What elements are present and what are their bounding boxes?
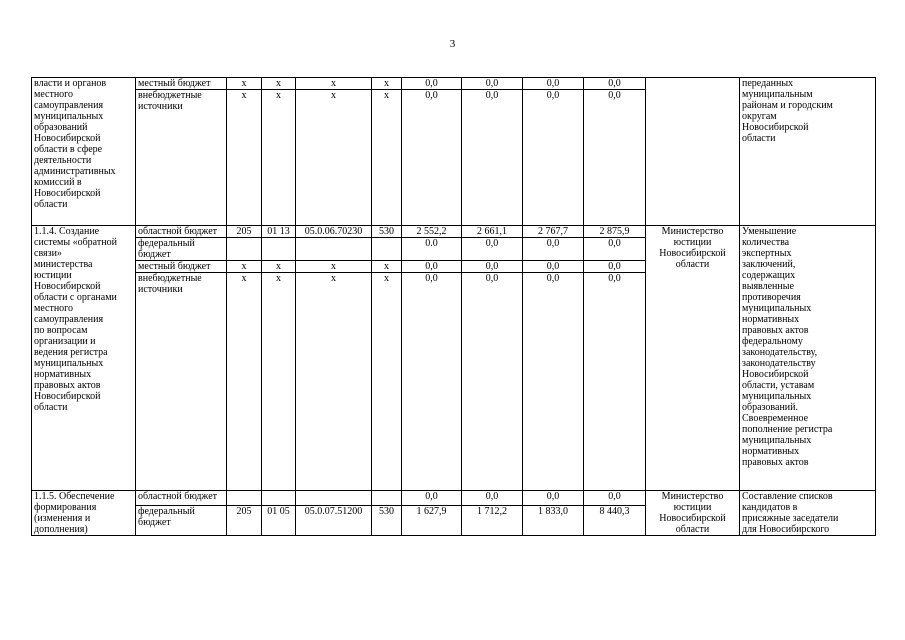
year4-value: 2 875,9 (584, 226, 646, 238)
ministry-name (648, 226, 737, 270)
activity-label (34, 226, 133, 413)
expected-result-cell (740, 78, 876, 226)
text-line: муниципальных (34, 111, 104, 122)
text-line: правовых актов (742, 325, 809, 336)
text-line: Новосибирской (34, 133, 101, 144)
text-line: области (34, 402, 68, 413)
text-line: связи» (34, 248, 62, 259)
expected-result-cell (740, 226, 876, 491)
funding-source: местный бюджет (136, 261, 227, 273)
text-line: Новосибирской (34, 188, 101, 199)
table-row (32, 78, 876, 90)
text-line: ведения регистра (34, 347, 108, 358)
text-line: противоречия (742, 292, 801, 303)
text-line: деятельности (34, 155, 92, 166)
table-row (32, 491, 876, 506)
year1-value: 0,0 (402, 273, 462, 491)
text-line: дополнения) (34, 524, 88, 535)
text-line: системы «обратной (34, 237, 117, 248)
text-line: нормативных (34, 369, 92, 380)
year2-value: 0,0 (462, 238, 523, 261)
vr-cell: 530 (372, 226, 402, 238)
funding-source: внебюджетные источники (136, 273, 227, 491)
text-line: Своевременное (742, 413, 809, 424)
grbs-cell: x (227, 78, 262, 90)
text-line: области, уставам (742, 380, 815, 391)
page-number: 3 (449, 38, 456, 50)
expected-result (742, 226, 873, 468)
year2-value: 0,0 (462, 273, 523, 491)
text-line: юстиции (673, 502, 712, 513)
year3-value: 0,0 (523, 261, 584, 273)
year3-value: 0,0 (523, 90, 584, 226)
vr-cell: 530 (372, 506, 402, 536)
activity-label (34, 491, 133, 535)
text-line: самоуправления (34, 100, 104, 111)
year2-value: 0,0 (462, 90, 523, 226)
table-row (32, 226, 876, 238)
expected-result (742, 491, 873, 535)
activity-label-cell (32, 491, 136, 536)
vr-cell: x (372, 261, 402, 273)
text-line: присяжные заседатели (742, 513, 839, 524)
funding-source: областной бюджет (136, 226, 227, 238)
year4-value: 0,0 (584, 238, 646, 261)
ministry-cell (646, 491, 740, 536)
grbs-cell: x (227, 90, 262, 226)
text-line: местного (34, 303, 74, 314)
text-line: муниципальным (742, 89, 813, 100)
year4-value: 0,0 (584, 261, 646, 273)
csr-cell: x (296, 78, 372, 90)
csr-cell: 05.0.06.70230 (296, 226, 372, 238)
year2-value: 0,0 (462, 78, 523, 90)
text-line: для Новосибирского (742, 524, 830, 535)
csr-cell: x (296, 261, 372, 273)
csr-cell: 05.0.07.51200 (296, 506, 372, 536)
rzpr-cell: x (262, 273, 296, 491)
text-line: правовых актов (34, 380, 101, 391)
text-line: (изменения и (34, 513, 91, 524)
rzpr-cell: x (262, 78, 296, 90)
vr-cell (372, 491, 402, 506)
text-line: министерства (34, 259, 93, 270)
year4-value: 0,0 (584, 491, 646, 506)
text-line: муниципальных (742, 435, 812, 446)
year1-value: 0,0 (402, 261, 462, 273)
vr-cell: x (372, 273, 402, 491)
text-line: административных (34, 166, 116, 177)
year3-value: 0,0 (523, 238, 584, 261)
year3-value: 0,0 (523, 78, 584, 90)
text-line: по вопросам (34, 325, 88, 336)
text-line: федеральному (742, 336, 803, 347)
text-line: области (34, 199, 68, 210)
text-line: кандидатов в (742, 502, 798, 513)
text-line: образований (34, 122, 88, 133)
funding-source: федеральный бюджет (136, 506, 227, 536)
rzpr-cell (262, 238, 296, 261)
text-line: содержащих (742, 270, 796, 281)
csr-cell (296, 491, 372, 506)
text-line: выявленные (742, 281, 794, 292)
text-line: Министерство (661, 226, 724, 237)
text-line: Новосибирской (34, 281, 101, 292)
text-line: нормативных (742, 446, 800, 457)
grbs-cell: 205 (227, 226, 262, 238)
grbs-cell: x (227, 261, 262, 273)
text-line: количества (742, 237, 790, 248)
year4-value: 0,0 (584, 90, 646, 226)
year2-value: 1 712,2 (462, 506, 523, 536)
text-line: комиссий в (34, 177, 82, 188)
ministry-name (648, 491, 737, 535)
text-line: округам (742, 111, 777, 122)
year1-value: 1 627,9 (402, 506, 462, 536)
text-line: области (742, 133, 776, 144)
text-line: пополнение регистра (742, 424, 833, 435)
vr-cell: x (372, 90, 402, 226)
rzpr-cell: 01 05 (262, 506, 296, 536)
grbs-cell: 205 (227, 506, 262, 536)
csr-cell: x (296, 90, 372, 226)
program-activities-table (31, 77, 876, 536)
text-line: Министерство (661, 491, 724, 502)
text-line: Новосибирской (742, 369, 809, 380)
text-line: Новосибирской (659, 513, 726, 524)
text-line: законодательству, (742, 347, 818, 358)
text-line: муниципальных (34, 358, 104, 369)
text-line: экспертных (742, 248, 792, 259)
year3-value: 0,0 (523, 491, 584, 506)
funding-source: федеральный бюджет (136, 238, 227, 261)
year3-value: 0,0 (523, 273, 584, 491)
ministry-cell (646, 226, 740, 491)
year3-value: 1 833,0 (523, 506, 584, 536)
text-line: самоуправления (34, 314, 104, 325)
text-line: районам и городским (742, 100, 833, 111)
text-line: Новосибирской (659, 248, 726, 259)
text-line: Новосибирской (742, 122, 809, 133)
text-line: муниципальных (742, 303, 812, 314)
text-line: организации и (34, 336, 96, 347)
text-line: области в сфере (34, 144, 103, 155)
grbs-cell (227, 238, 262, 261)
text-line: области с органами (34, 292, 117, 303)
year4-value: 8 440,3 (584, 506, 646, 536)
year1-value: 0.0 (402, 238, 462, 261)
csr-cell: x (296, 273, 372, 491)
expected-result (742, 78, 873, 144)
year2-value: 2 661,1 (462, 226, 523, 238)
year2-value: 0,0 (462, 491, 523, 506)
rzpr-cell: 01 13 (262, 226, 296, 238)
text-line: правовых актов (742, 457, 809, 468)
text-line: области (675, 259, 710, 270)
activity-label (34, 78, 133, 210)
csr-cell (296, 238, 372, 261)
text-line: нормативных (742, 314, 800, 325)
year4-value: 0,0 (584, 273, 646, 491)
year4-value: 0,0 (584, 78, 646, 90)
text-line: 1.1.4. Создание (34, 226, 100, 237)
year1-value: 0,0 (402, 78, 462, 90)
text-line: 1.1.5. Обеспечение (34, 491, 115, 502)
year1-value: 0,0 (402, 491, 462, 506)
rzpr-cell (262, 491, 296, 506)
text-line: формирования (34, 502, 97, 513)
funding-source: внебюджетные источники (136, 90, 227, 226)
vr-cell: x (372, 78, 402, 90)
text-line: области (675, 524, 710, 535)
text-line: власти и органов (34, 78, 107, 89)
year3-value: 2 767,7 (523, 226, 584, 238)
funding-source: областной бюджет (136, 491, 227, 506)
year1-value: 0,0 (402, 90, 462, 226)
grbs-cell: x (227, 273, 262, 491)
text-line: юстиции (34, 270, 72, 281)
text-line: Новосибирской (34, 391, 101, 402)
text-line: муниципальных (742, 391, 812, 402)
expected-result-cell (740, 491, 876, 536)
year2-value: 0,0 (462, 261, 523, 273)
text-line: Уменьшение (742, 226, 797, 237)
funding-source: местный бюджет (136, 78, 227, 90)
text-line: переданных (742, 78, 794, 89)
text-line: законодательству (742, 358, 816, 369)
text-line: Составление списков (742, 491, 833, 502)
text-line: заключений, (742, 259, 796, 270)
grbs-cell (227, 491, 262, 506)
activity-label-cell (32, 226, 136, 491)
text-line: юстиции (673, 237, 712, 248)
year1-value: 2 552,2 (402, 226, 462, 238)
activity-label-cell (32, 78, 136, 226)
text-line: образований. (742, 402, 799, 413)
rzpr-cell: x (262, 261, 296, 273)
text-line: местного (34, 89, 74, 100)
rzpr-cell: x (262, 90, 296, 226)
ministry-cell (646, 78, 740, 226)
vr-cell (372, 238, 402, 261)
